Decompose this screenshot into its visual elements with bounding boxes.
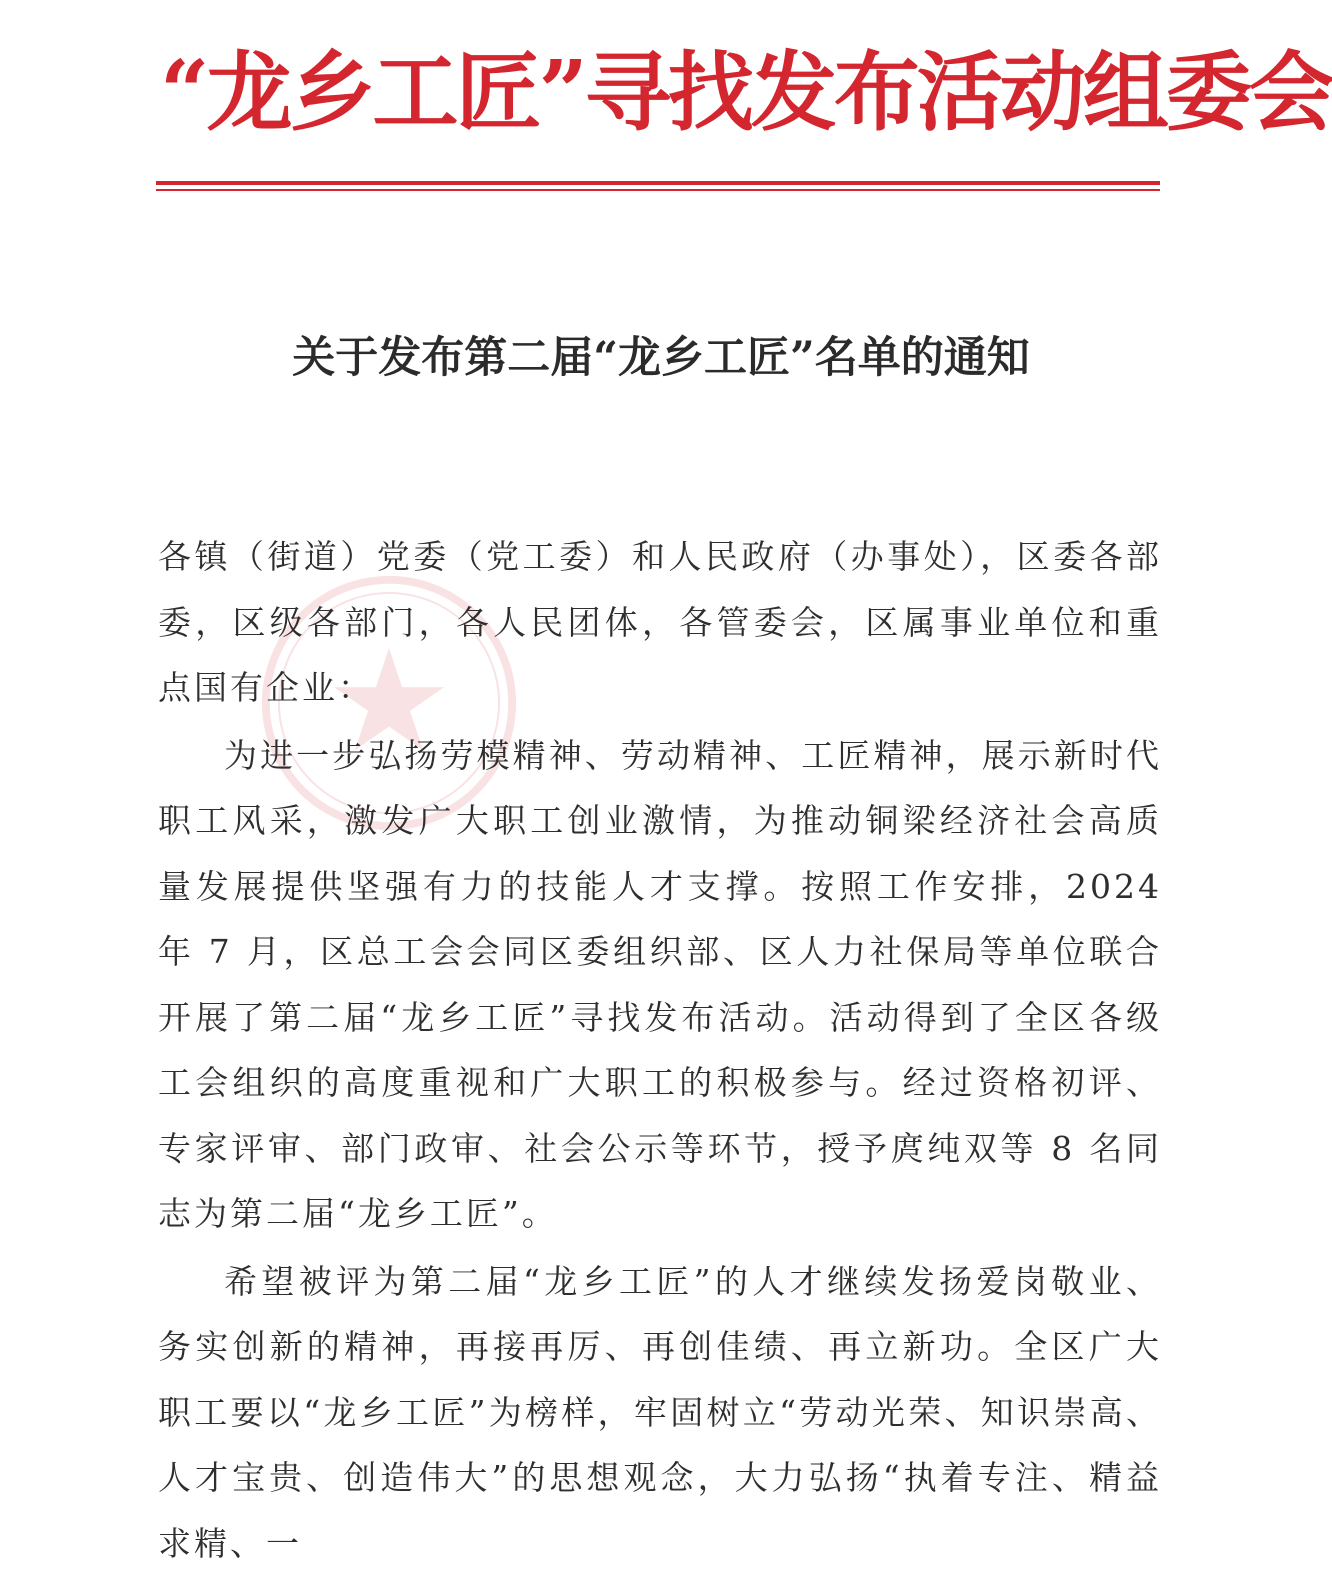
document-title: 关于发布第二届“龙乡工匠”名单的通知	[160, 328, 1162, 388]
document-body	[158, 524, 1162, 1576]
body-paragraph-1: 为进一步弘扬劳模精神、劳动精神、工匠精神，展示新时代职工风采，激发广大职工创业激情，为推动铜梁经济社会高质量发展提供坚强有力的技能人才支撑。按照工作安排，2024 年 7 月，区总工会会同区委组织部、区人力社保局等单位联合开展了第二届“龙乡工匠”寻找发布活动。活动得到了全区各级工会组织的高度重视和广大职工的积极参与。经过资格初评、专家评审、部门政审、社会公示等环节，授予庹纯双等 8 名同志为第二届“龙乡工匠”。	[158, 723, 1162, 1247]
salutation: 各镇（街道）党委（党工委）和人民政府（办事处），区委各部委，区级各部门，各人民团体，各管委会，区属事业单位和重点国有企业：	[158, 524, 1162, 721]
letterhead-rule-thin	[156, 189, 1160, 191]
body-paragraph-2: 希望被评为第二届“龙乡工匠”的人才继续发扬爱岗敬业、务实创新的精神，再接再厉、再创佳绩、再立新功。全区广大职工要以“龙乡工匠”为榜样，牢固树立“劳动光荣、知识崇高、人才宝贵、创造伟大”的思想观念，大力弘扬“执着专注、精益求精、一	[158, 1249, 1162, 1576]
letterhead-title: “龙乡工匠”寻找发布活动组委会	[160, 38, 1160, 148]
letterhead-rule	[156, 181, 1160, 185]
